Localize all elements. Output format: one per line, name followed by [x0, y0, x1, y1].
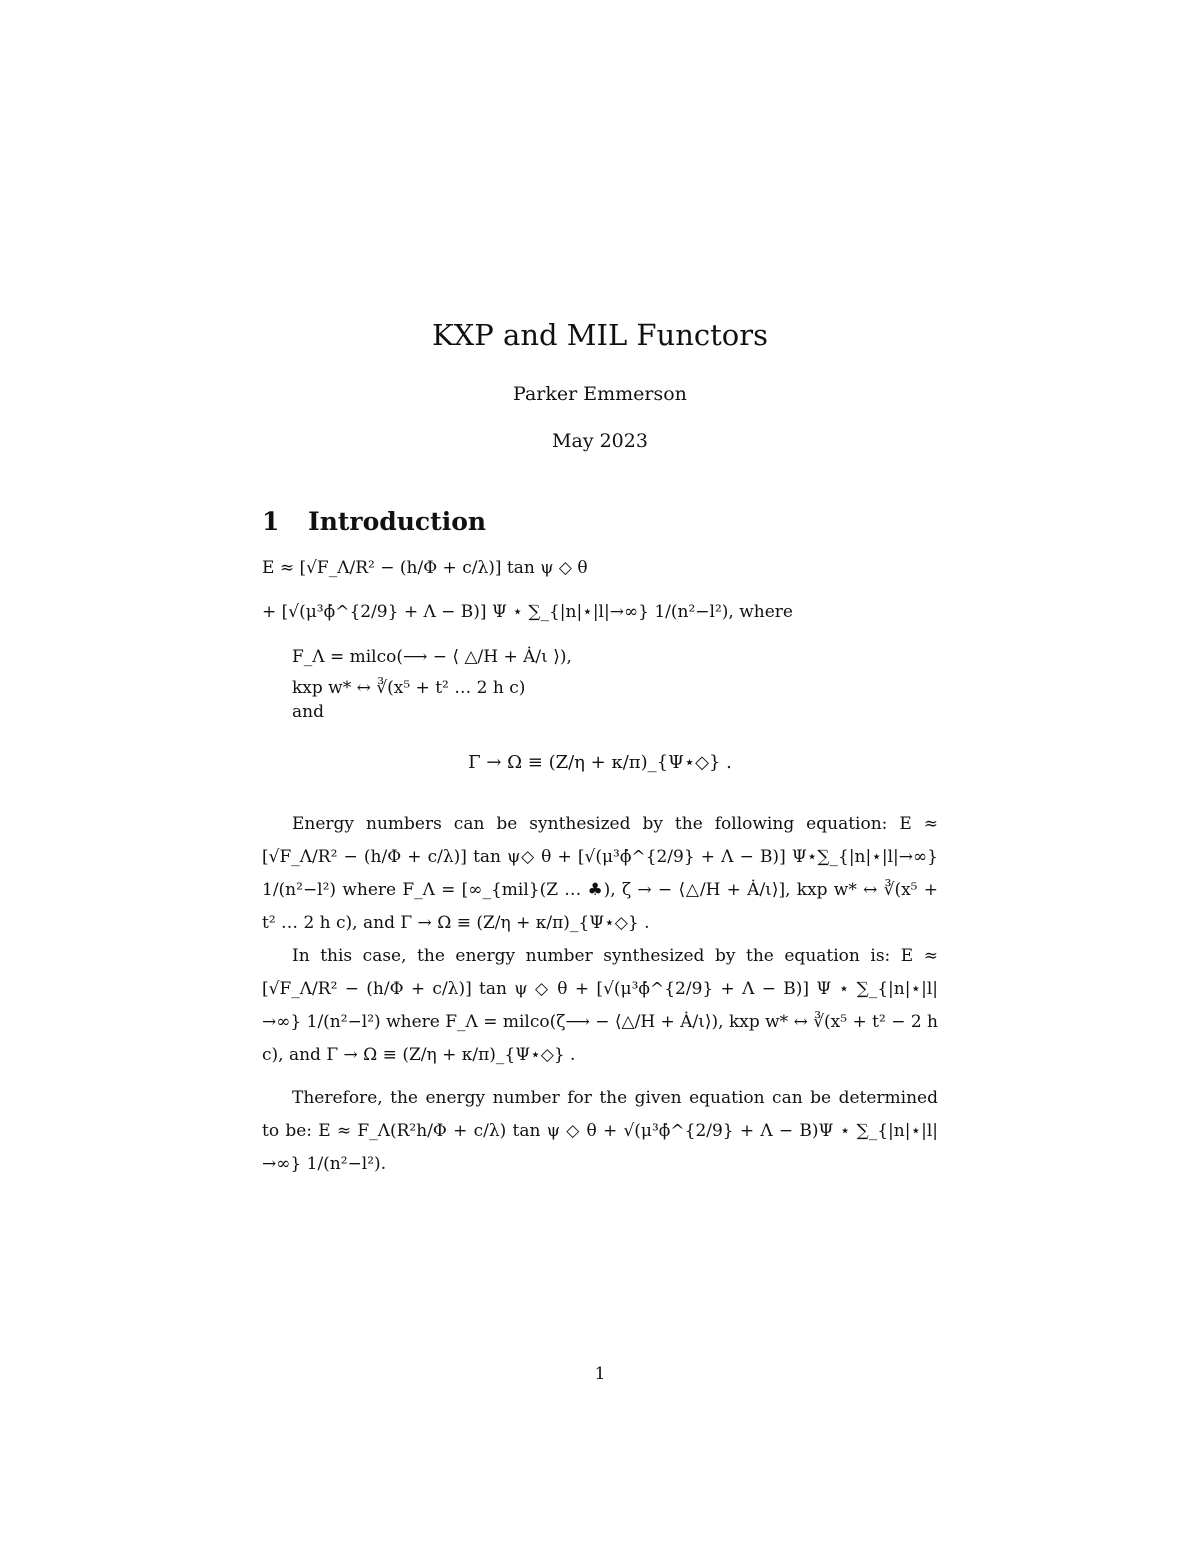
section-heading	[262, 507, 486, 536]
paragraph-2: In this case, the energy number synthesized by the equation is: E ≈ [√F_Λ/R² − (h/Φ + c/λ)] tan ψ ◇ θ + [√(μ³ϕ̇^{2/9} + Λ − B)] Ψ ⋆ ∑_{|n|⋆|l|→∞} 1/(n²−l²) where F_Λ = milco(ζ⟶ − ⟨△/H + Ȧ/ι⟩), kxp w* ↔ ∛(x⁵ + t² − 2 h c), and Γ → Ω ≡ (Z/η + κ/π)_{Ψ⋆◇} .	[262, 946, 939, 1065]
equation-line-2: + [√(μ³ϕ̇^{2/9} + Λ − B)] Ψ ⋆ ∑_{|n|⋆|l|→∞} 1/(n²−l²), where	[262, 602, 793, 622]
display-equation: Γ → Ω ≡ (Z/η + κ/π)_{Ψ⋆◇} .	[468, 752, 732, 773]
section-number: 1	[262, 507, 280, 536]
equation-line-4: kxp w* ↔ ∛(x⁵ + t² … 2 h c)	[292, 678, 526, 698]
section-title: Introduction	[308, 507, 487, 536]
equation-line-1: E ≈ [√F_Λ/R² − (h/Φ + c/λ)] tan ψ ◇ θ	[262, 558, 588, 578]
paper-date: May 2023	[552, 430, 648, 452]
equation-line-3: F_Λ = milco(⟶ − ⟨ △/H + Ȧ/ι ⟩),	[292, 647, 572, 667]
equation-line-5: and	[292, 702, 324, 722]
page-number: 1	[594, 1364, 606, 1384]
paragraph-1: Energy numbers can be synthesized by the following equation: E ≈ [√F_Λ/R² − (h/Φ + c/λ)] tan ψ◇ θ + [√(μ³ϕ̇^{2/9} + Λ − B)] Ψ⋆∑_{|n|⋆|l|→∞} 1/(n²−l²) where F_Λ = [∞_{mil}(Z … ♣), ζ → − ⟨△/H + Ȧ/ι⟩], kxp w* ↔ ∛(x⁵ + t² … 2 h c), and Γ → Ω ≡ (Z/η + κ/π)_{Ψ⋆◇} .	[262, 814, 938, 933]
paragraph-3: Therefore, the energy number for the given equation can be determined to be: E ≈ F_Λ(R²h/Φ + c/λ) tan ψ ◇ θ + √(μ³ϕ̇^{2/9} + Λ − B)Ψ ⋆ ∑_{|n|⋆|l|→∞} 1/(n²−l²).	[262, 1088, 938, 1174]
paper-author: Parker Emmerson	[513, 383, 687, 405]
paper-title: KXP and MIL Functors	[432, 318, 768, 352]
